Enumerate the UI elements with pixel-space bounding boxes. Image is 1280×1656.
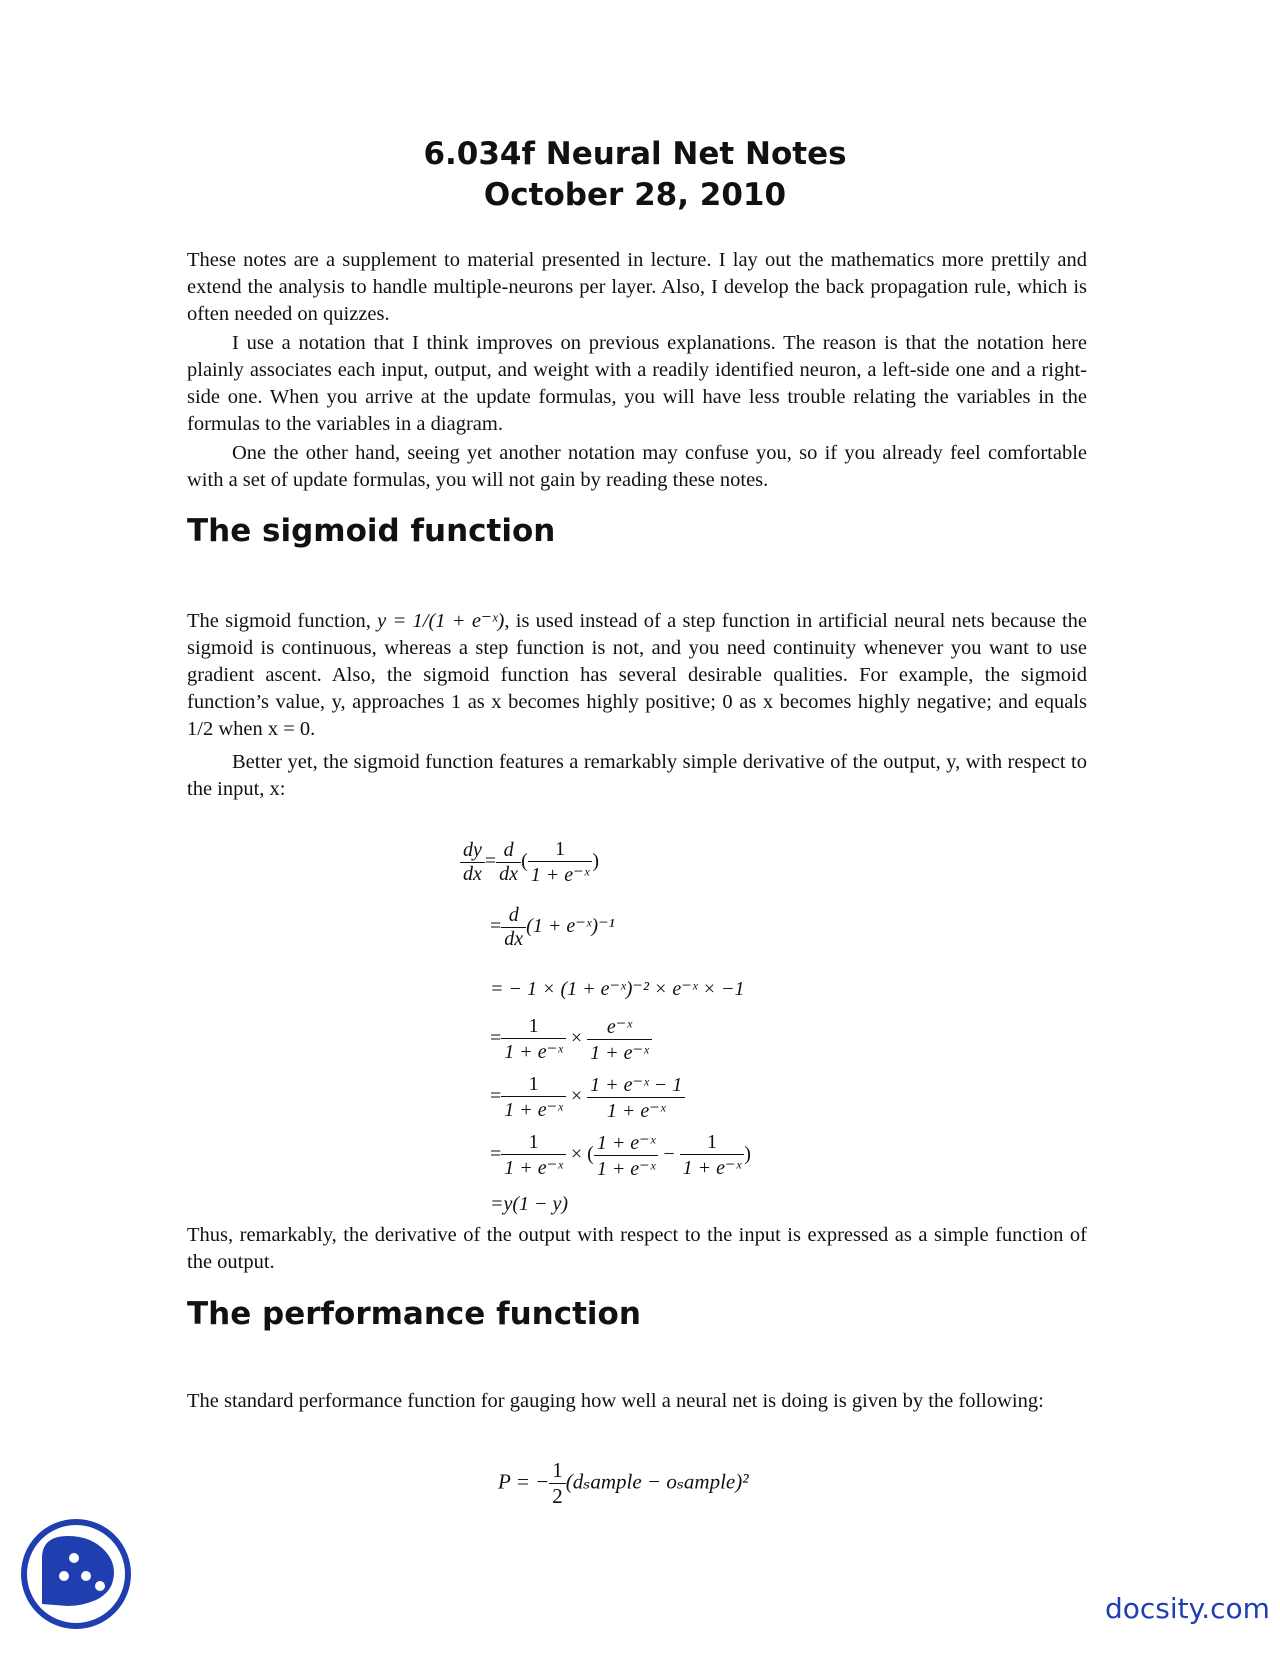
sigmoid-section [187, 608, 1087, 803]
title-line-2: October 28, 2010 [483, 177, 787, 213]
performance-section [187, 1388, 1087, 1415]
sigmoid-text-a: The sigmoid function, [187, 610, 378, 632]
sigmoid-conclusion [187, 1222, 1087, 1276]
sigmoid-formula: y = 1/(1 + e⁻ˣ) [377, 610, 505, 632]
sigmoid-paragraph-3: Thus, remarkably, the derivative of the output with respect to the input is expressed as a simple function of the output. [187, 1224, 1087, 1273]
performance-formula: P = − $\frac{1}{2}$ (dₛample − oₛample)² [498, 1458, 749, 1508]
intro-paragraph-1: These notes are a supplement to material presented in lecture. I lay out the mathematics more prettily and extend the analysis to handle multiple-neurons per layer. Also, I develop the back propagation rule, which is often needed on quizzes. [187, 249, 1087, 325]
sigmoid-heading: The sigmoid function [187, 513, 556, 549]
equation-line-6: = $\frac{1}{\text{1 + e⁻ˣ}}$ × ( $\frac{\text{1 + e⁻ˣ}}{\text{1 + e⁻ˣ}}$ − $\frac{1}{\text{1 + e⁻ˣ}}$ ) [490, 1131, 751, 1180]
equation-line-1: $\frac{dy}{dx}$ = $\frac{d}{dx}$ ( $\frac{1}{\text{1 + e⁻ˣ}}$ ) [460, 838, 599, 887]
equation-line-7: =y(1 − y) [490, 1193, 569, 1215]
intro-section [187, 247, 1087, 494]
performance-paragraph-1: The standard performance function for gauging how well a neural net is doing is given by the following: [187, 1390, 1044, 1412]
frac-dy-dx: $\frac{dy}{dx}$ [460, 839, 485, 886]
derivative-derivation [460, 838, 880, 1218]
docsity-logo-icon [20, 1518, 132, 1630]
performance-heading: The performance function [187, 1296, 641, 1332]
sigmoid-paragraph-1 [187, 608, 1087, 743]
docsity-brand-link[interactable]: docsity.com [1105, 1592, 1270, 1625]
equation-line-4: = $\frac{1}{\text{1 + e⁻ˣ}}$ × $\frac{\text{e⁻ˣ}}{\text{1 + e⁻ˣ}}$ [490, 1014, 652, 1065]
equation-line-2: = $\frac{d}{dx}$ (1 + e⁻ˣ)⁻¹ [490, 904, 615, 950]
equation-line-5: = $\frac{1}{\text{1 + e⁻ˣ}}$ × $\frac{\text{1 + e⁻ˣ − 1}}{\text{1 + e⁻ˣ}}$ [490, 1072, 685, 1123]
frac-sigmoid: $\frac{1}{\text{1 + e⁻ˣ}}$ [528, 838, 593, 887]
sigmoid-paragraph-2: Better yet, the sigmoid function features a remarkably simple derivative of the output, y, with respect to the input, x: [187, 751, 1087, 800]
title-line-1: 6.034f Neural Net Notes [423, 136, 847, 172]
intro-paragraph-3: One the other hand, seeing yet another notation may confuse you, so if you already feel comfortable with a set of update formulas, you will not gain by reading these notes. [187, 442, 1087, 491]
frac-d-dx: $\frac{d}{dx}$ [496, 839, 521, 886]
equation-line-3: = − 1 × (1 + e⁻ˣ)⁻² × e⁻ˣ × −1 [490, 978, 745, 1000]
sigmoid-text-b: , is used instead of a step function in artificial neural nets because the sigmoid is continuous, whereas a step function is not, and you need continuity whenever you want to use gradient ascent. Also, the sigmoid function has several desirable qualities. For example, the sigmoid function’s value, y, approaches 1 as x becomes highly positive; 0 as x becomes highly negative; and equals 1/2 when x = 0. [187, 610, 1087, 740]
intro-paragraph-2: I use a notation that I think improves on previous explanations. The reason is that the notation here plainly associates each input, output, and weight with a readily identified neuron, a left-side one and a right-side one. When you arrive at the update formulas, you will have less trouble relating the variables in the formulas to the variables in a diagram. [187, 332, 1087, 435]
